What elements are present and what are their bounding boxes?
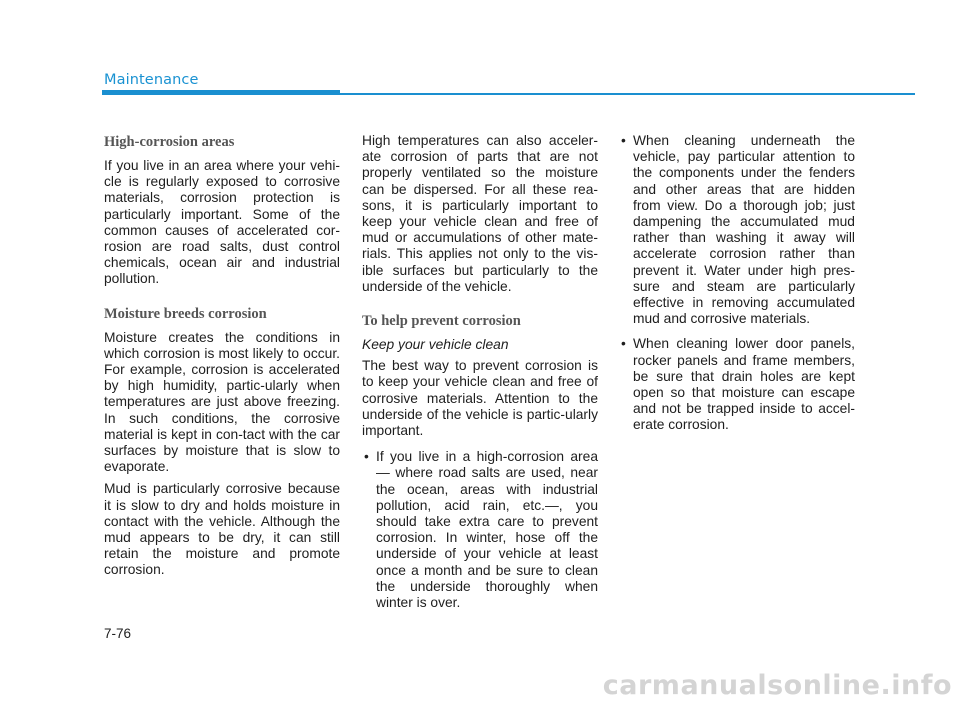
list-item-text: When cleaning lower door panels, rocker panels and frame members, be sure that drain holes are kept open so that moisture can escape and not be trapped inside to accel-erate corrosion. xyxy=(633,336,855,433)
heading-moisture-breeds-corrosion: Moisture breeds corrosion xyxy=(104,305,267,322)
header-rule-thin xyxy=(340,93,915,95)
heading-to-help-prevent-corrosion: To help prevent corrosion xyxy=(362,313,521,330)
paragraph: Mud is particularly corrosive because it is slow to dry and holds moisture in contact with the vehicle. Although the mud appears to be dry, it can still retain the moisture and promote corrosion. xyxy=(104,481,340,578)
list-item-text: If you live in a high-corrosion area — where road salts are used, near the ocean, areas with industrial pollution, acid rain, etc.—, you should take extra care to prevent corrosion. In winter, hose off the underside of your vehicle at least once a month and be sure to clean the underside thoroughly when winter is over. xyxy=(376,449,598,611)
list-item xyxy=(619,336,855,433)
column-3 xyxy=(619,133,855,440)
bullet-list xyxy=(362,449,598,611)
section-title: Maintenance xyxy=(104,72,199,88)
paragraph: The best way to prevent corrosion is to keep your vehicle clean and free of corrosive materials. Attention to the underside of the vehicle is partic-ularly important. xyxy=(362,358,598,439)
list-item xyxy=(619,133,855,327)
list-item-text: When cleaning underneath the vehicle, pay particular attention to the components under the fenders and other areas that are hidden from view. Do a thorough job; just dampening the accumulated mud rather than washing it away will accelerate corrosion rather than prevent it. Water under high pres-sure and steam are particularly effective in removing accumulated mud and corrosive materials. xyxy=(633,133,855,327)
bullet-icon: • xyxy=(621,336,626,352)
column-1 xyxy=(104,134,340,585)
heading-high-corrosion-areas: High-corrosion areas xyxy=(104,134,235,150)
watermark: carmanualsonline.info xyxy=(602,670,952,701)
paragraph: High temperatures can also acceler-ate corrosion of parts that are not properly ventilated so the moisture can be dispersed. For all these rea-sons, it is particularly important to keep your vehicle clean and free of mud or accumulations of other mate-rials. This applies not only to the vis-ible surfaces but particularly to the underside of the vehicle. xyxy=(362,133,598,294)
subheading-keep-vehicle-clean: Keep your vehicle clean xyxy=(362,337,509,353)
list-item xyxy=(362,449,598,611)
column-2 xyxy=(362,133,598,617)
paragraph: Moisture creates the conditions in which corrosion is most likely to occur. For example, corrosion is accelerated by high humidity, partic-ularly when temperatures are just above freezing. In such conditions, the corrosive material is kept in con-tact with the car surfaces by moisture that is slow to evaporate. xyxy=(104,329,340,475)
header-rule-thick xyxy=(102,90,340,95)
bullet-icon: • xyxy=(364,449,369,465)
paragraph: If you live in an area where your vehi-cle is regularly exposed to corrosive materials, corrosion protection is particularly important. Some of the common causes of accelerated cor-rosion are road salts, dust control chemicals, ocean air and industrial pollution. xyxy=(104,158,340,287)
bullet-list xyxy=(619,133,855,434)
page-number: 7-76 xyxy=(104,626,132,641)
bullet-icon: • xyxy=(621,133,626,148)
